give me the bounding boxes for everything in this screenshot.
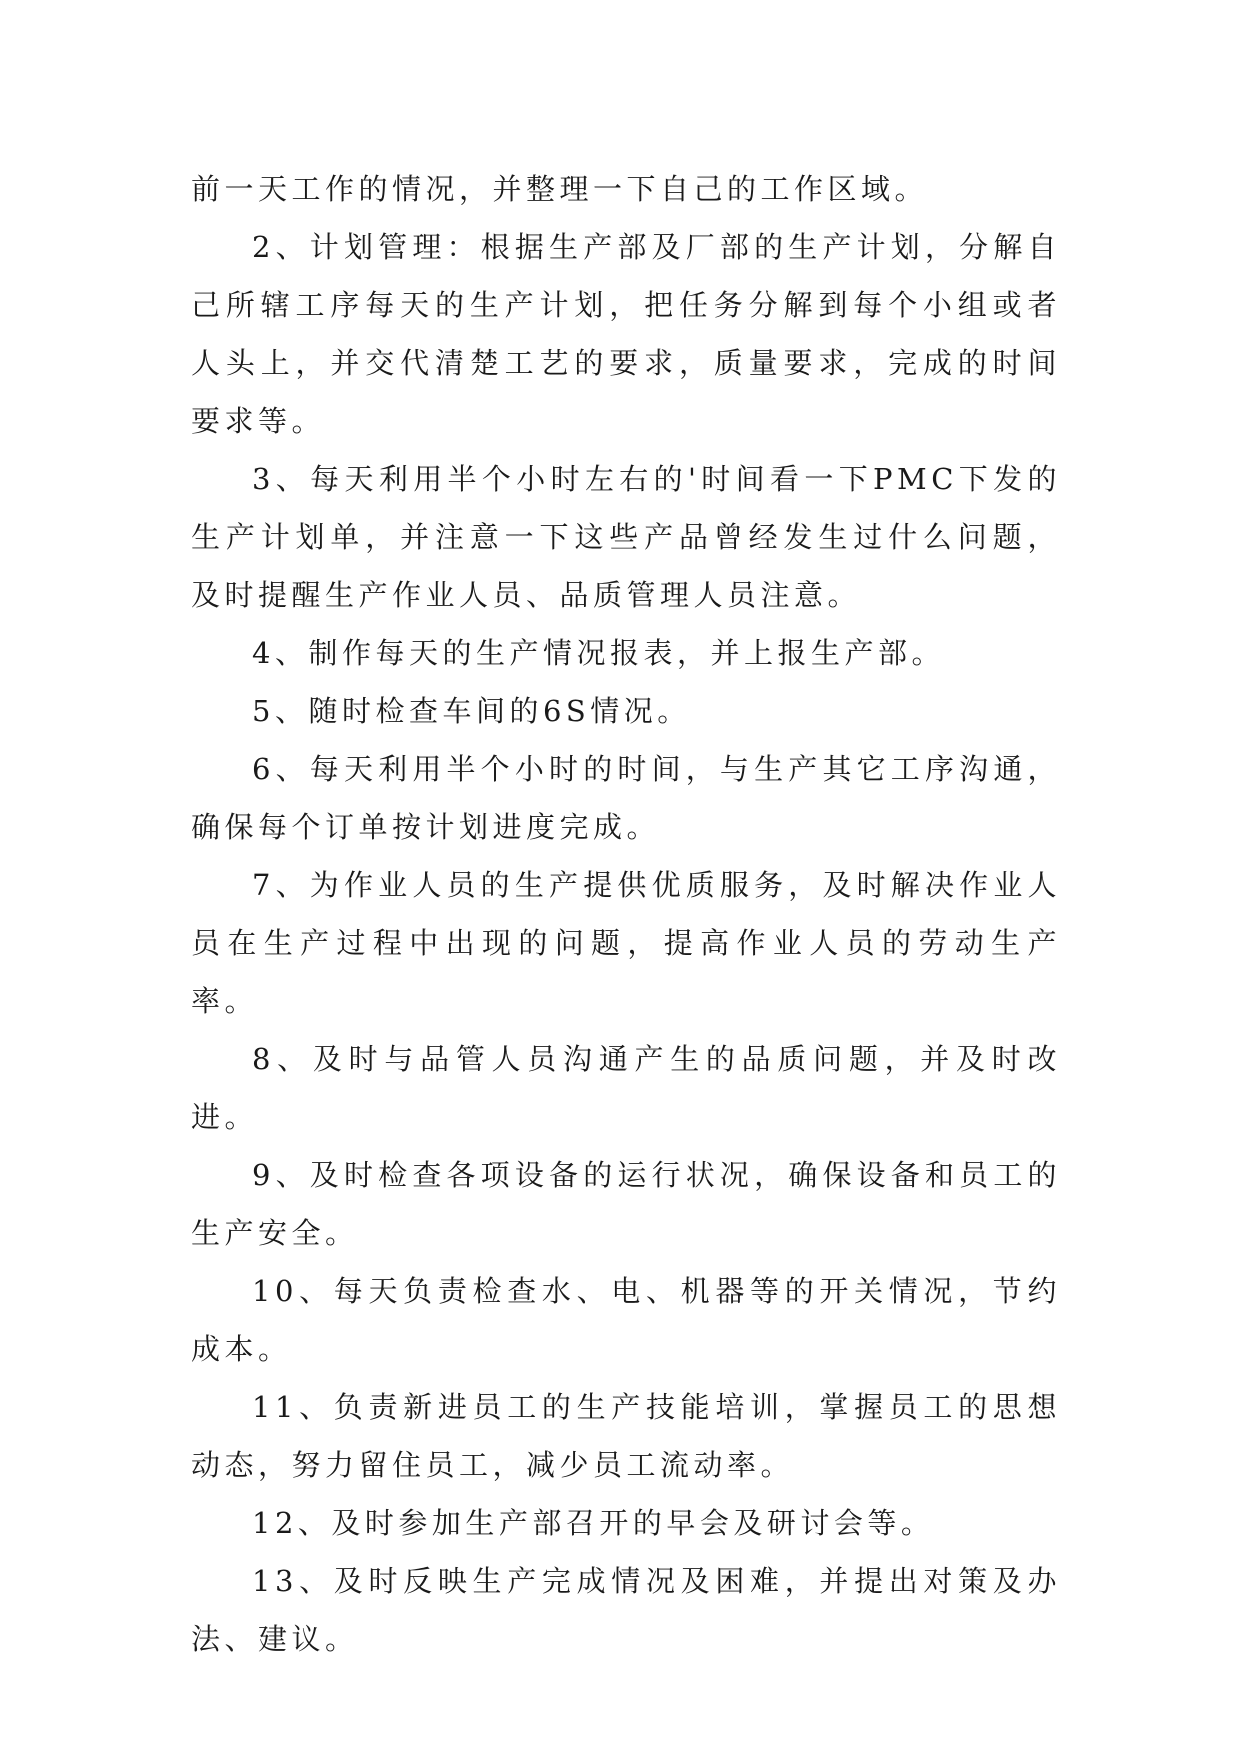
paragraph-item-8: 8、及时与品管人员沟通产生的品质问题，并及时改进。 [191,1042,1061,1134]
paragraph-item-7: 7、为作业人员的生产提供优质服务，及时解决作业人员在生产过程中出现的问题，提高作业人员的劳动生产率。 [191,868,1061,1018]
paragraph-item-6: 6、每天利用半个小时的时间，与生产其它工序沟通，确保每个订单按计划进度完成。 [191,752,1061,844]
document-body [191,160,1061,1668]
paragraph-item-5: 5、随时检查车间的6S情况。 [252,694,691,728]
paragraph-item-13: 13、及时反映生产完成情况及困难，并提出对策及办法、建议。 [191,1564,1061,1656]
paragraph-item-10: 10、每天负责检查水、电、机器等的开关情况，节约成本。 [191,1274,1061,1366]
paragraph-continuation: 前一天工作的情况，并整理一下自己的工作区域。 [191,172,929,206]
paragraph-item-2: 2、计划管理：根据生产部及厂部的生产计划，分解自己所辖工序每天的生产计划，把任务分解到每个小组或者人头上，并交代清楚工艺的要求，质量要求，完成的时间要求等。 [191,230,1061,438]
paragraph-item-9: 9、及时检查各项设备的运行状况，确保设备和员工的生产安全。 [191,1158,1061,1250]
paragraph-item-12: 12、及时参加生产部召开的早会及研讨会等。 [252,1506,935,1540]
paragraph-item-3: 3、每天利用半个小时左右的'时间看一下PMC下发的生产计划单，并注意一下这些产品曾经发生过什么问题，及时提醒生产作业人员、品质管理人员注意。 [191,462,1061,612]
paragraph-item-11: 11、负责新进员工的生产技能培训，掌握员工的思想动态，努力留住员工，减少员工流动率。 [191,1390,1061,1482]
paragraph-item-4: 4、制作每天的生产情况报表，并上报生产部。 [252,636,945,670]
